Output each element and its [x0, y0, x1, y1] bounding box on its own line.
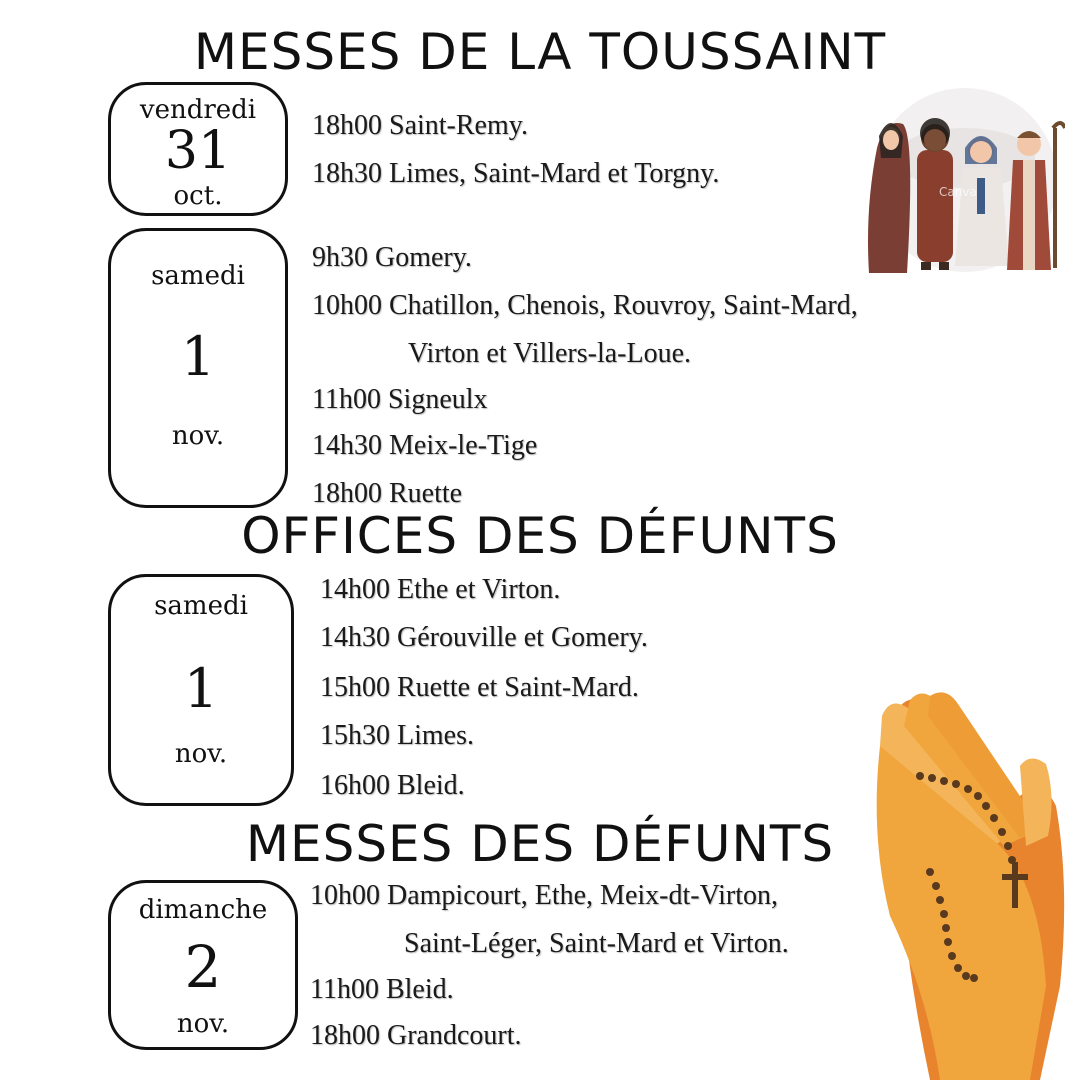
- title-messes-defunts: MESSES DES DÉFUNTS: [245, 815, 835, 873]
- mass-line: 9h30 Gomery.: [312, 242, 472, 273]
- mass-line: 18h00 Ruette: [312, 478, 463, 509]
- office-line: 16h00 Bleid.: [320, 770, 465, 801]
- canva-watermark: Canva: [939, 185, 977, 199]
- day-number: 1: [183, 657, 219, 720]
- date-box-samedi-1-offices: [108, 574, 294, 806]
- month: oct.: [173, 181, 223, 211]
- day-number: 31: [164, 121, 232, 181]
- day-name: samedi: [154, 591, 248, 621]
- title-offices-defunts: OFFICES DES DÉFUNTS: [241, 507, 839, 565]
- date-box-dimanche-2: [108, 880, 298, 1050]
- title-messes-toussaint: MESSES DE LA TOUSSAINT: [193, 23, 887, 81]
- month: nov.: [176, 1009, 230, 1039]
- office-line: 15h30 Limes.: [320, 720, 474, 751]
- office-line: 14h30 Gérouville et Gomery.: [320, 622, 648, 653]
- day-number: 1: [180, 325, 216, 388]
- mass-line: 14h30 Meix-le-Tige: [312, 430, 538, 461]
- mass-line: 10h00 Dampicourt, Ethe, Meix-dt-Virton,: [310, 880, 779, 911]
- mass-line: 11h00 Signeulx: [312, 384, 488, 415]
- date-box-vendredi-31: [108, 82, 288, 216]
- day-name: vendredi: [139, 95, 257, 125]
- office-line: 14h00 Ethe et Virton.: [320, 574, 561, 605]
- month: nov.: [174, 739, 228, 769]
- day-name: dimanche: [138, 895, 268, 925]
- date-box-samedi-1-toussaint: [108, 228, 288, 508]
- office-line: 15h00 Ruette et Saint-Mard.: [320, 672, 639, 703]
- praying-hands-rosary-icon: [870, 686, 1076, 1080]
- day-name: samedi: [151, 261, 245, 291]
- mass-line-continued: Virton et Villers-la-Loue.: [408, 338, 692, 369]
- mass-line: 18h00 Grandcourt.: [310, 1020, 522, 1051]
- mass-line: 18h00 Saint-Remy.: [312, 110, 528, 141]
- mass-line: 11h00 Bleid.: [310, 974, 454, 1005]
- mass-line: 18h30 Limes, Saint-Mard et Torgny.: [312, 158, 720, 189]
- day-number: 2: [184, 933, 222, 1001]
- month: nov.: [171, 421, 225, 451]
- mass-line-continued: Saint-Léger, Saint-Mard et Virton.: [404, 928, 789, 959]
- saints-illustration: [855, 88, 1065, 278]
- mass-line: 10h00 Chatillon, Chenois, Rouvroy, Saint-Mard,: [312, 290, 858, 321]
